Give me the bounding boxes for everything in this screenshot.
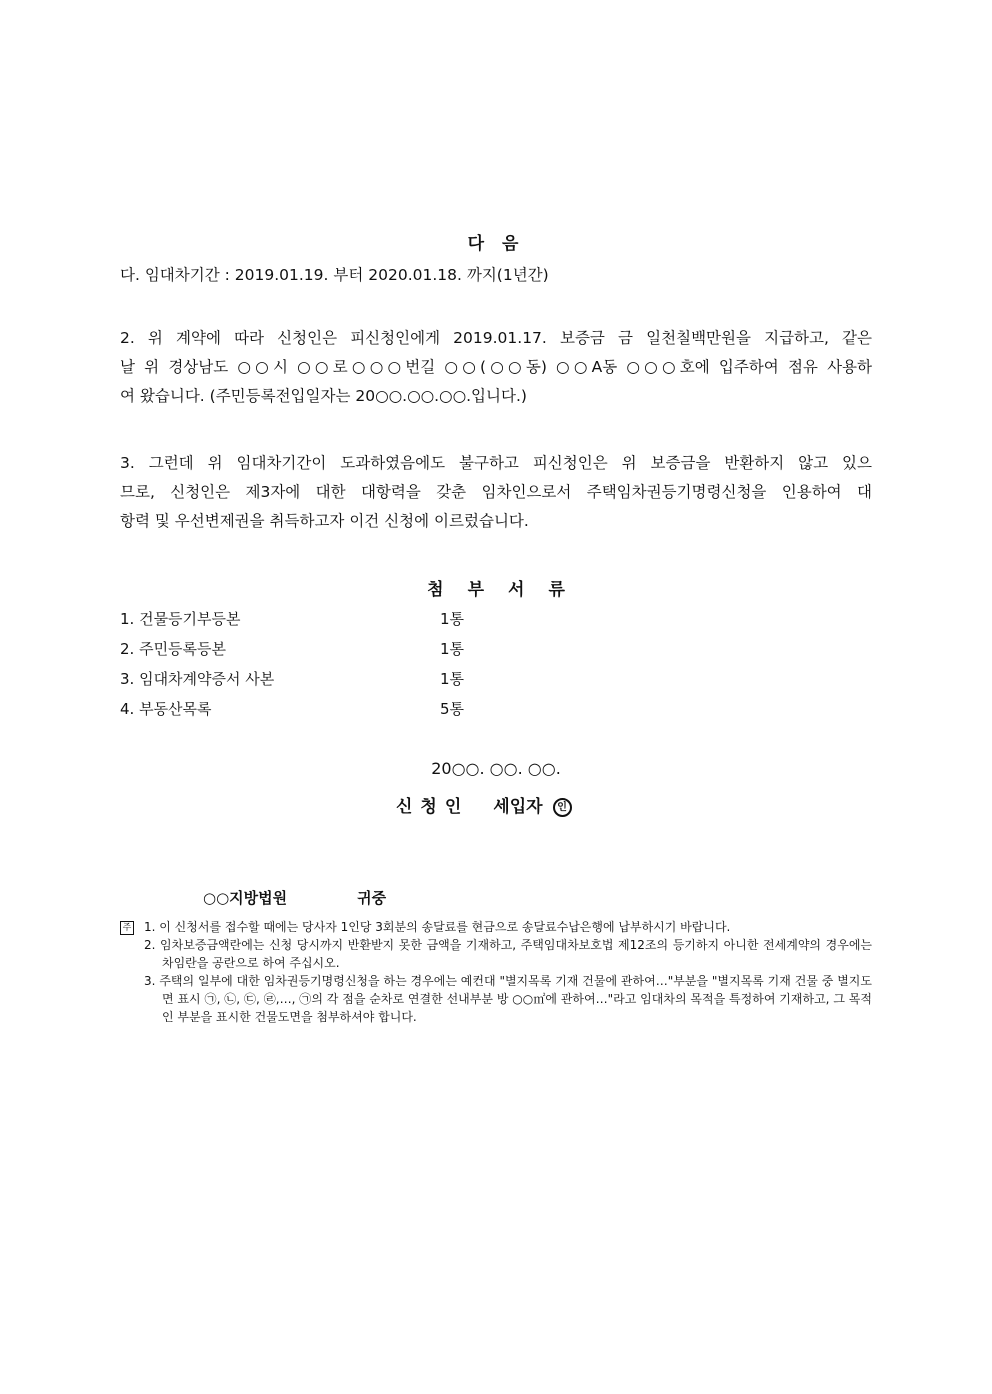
heading-dareum: 다 음 [467, 234, 525, 254]
lease-period-line: 다. 임대차기간 : 2019.01.19. 부터 2020.01.18. 까지(1년간) [120, 266, 549, 284]
note-mark-icon: 주 [120, 921, 134, 935]
applicant-line [396, 792, 572, 817]
attachment-count: 1통 [440, 610, 465, 628]
paragraph-3-line-3: 항력 및 우선변제권을 취득하고자 이건 신청에 이르렀습니다. [120, 512, 529, 530]
paragraph-3-line-1: 3. 그런데 위 임대차기간이 도과하였음에도 불구하고 피신청인은 위 보증금을 반환하지 않고 있으 [120, 454, 872, 472]
note-item: 3. 주택의 일부에 대한 임차권등기명령신청을 하는 경우에는 예컨대 "별지목록 기재 건물에 관하여…"부분을 "별지목록 기재 건물 중 별지도면 표시 ㉠, ㉡, ㉢, ㉣,…, ㉠의 각 점을 순차로 연결한 선내부분 방 ○○㎡에 관하여…"라고 임대차의 목적을 특정하여 기재하고, 그 목적인 부분을 표시한 건물도면을 첨부하셔야 합니다. [144, 974, 872, 1024]
paragraph-3 [120, 449, 872, 536]
note-item: 2. 임차보증금액란에는 신청 당시까지 반환받지 못한 금액을 기재하고, 주택임대차보호법 제12조의 등기하지 아니한 전세계약의 경우에는 차임란을 공란으로 하여 주십시오. [144, 938, 872, 970]
document-date: 20○○. ○○. ○○. [431, 759, 561, 778]
paragraph-3-line-2: 므로, 신청인은 제3자에 대한 대항력을 갖춘 임차인으로서 주택임차권등기명령신청을 인용하여 대 [120, 483, 872, 501]
notes-section [120, 918, 872, 1026]
court-honorific: 귀중 [357, 889, 387, 907]
applicant-name: 세입자 [493, 797, 543, 817]
paragraph-2-line-3: 여 왔습니다. (주민등록전입일자는 20○○.○○.○○.입니다.) [120, 387, 527, 405]
attachments-heading-char-2: 부 [467, 580, 484, 600]
attachment-name: 1. 건물등기부등본 [120, 610, 241, 628]
attachment-name: 3. 임대차계약증서 사본 [120, 670, 275, 688]
seal-icon: 인 [553, 798, 572, 817]
attachments-heading-char-1: 첨 [427, 580, 444, 600]
attachments-heading [0, 575, 992, 600]
court-name: ○○지방법원 [203, 889, 288, 907]
court-addressee [203, 887, 386, 908]
note-item: 1. 이 신청서를 접수할 때에는 당사자 1인당 3회분의 송달료를 현금으로 송달료수납은행에 납부하시기 바랍니다. [144, 920, 731, 934]
attachment-name: 2. 주민등록등본 [120, 640, 227, 658]
attachments-heading-char-4: 류 [548, 580, 565, 600]
paragraph-2-line-2: 날 위 경상남도 ○○시 ○○로○○○번길 ○○(○○동) ○○A동 ○○○호에 입주하여 점유 사용하 [120, 358, 872, 376]
attachment-count: 5통 [440, 700, 465, 718]
attachment-name: 4. 부동산목록 [120, 700, 212, 718]
paragraph-2 [120, 324, 872, 411]
attachments-heading-char-3: 서 [508, 580, 525, 600]
paragraph-2-line-1: 2. 위 계약에 따라 신청인은 피신청인에게 2019.01.17. 보증금 금 일천칠백만원을 지급하고, 같은 [120, 329, 872, 347]
attachment-count: 1통 [440, 640, 465, 658]
applicant-label: 신청인 [396, 797, 470, 817]
attachment-count: 1통 [440, 670, 465, 688]
